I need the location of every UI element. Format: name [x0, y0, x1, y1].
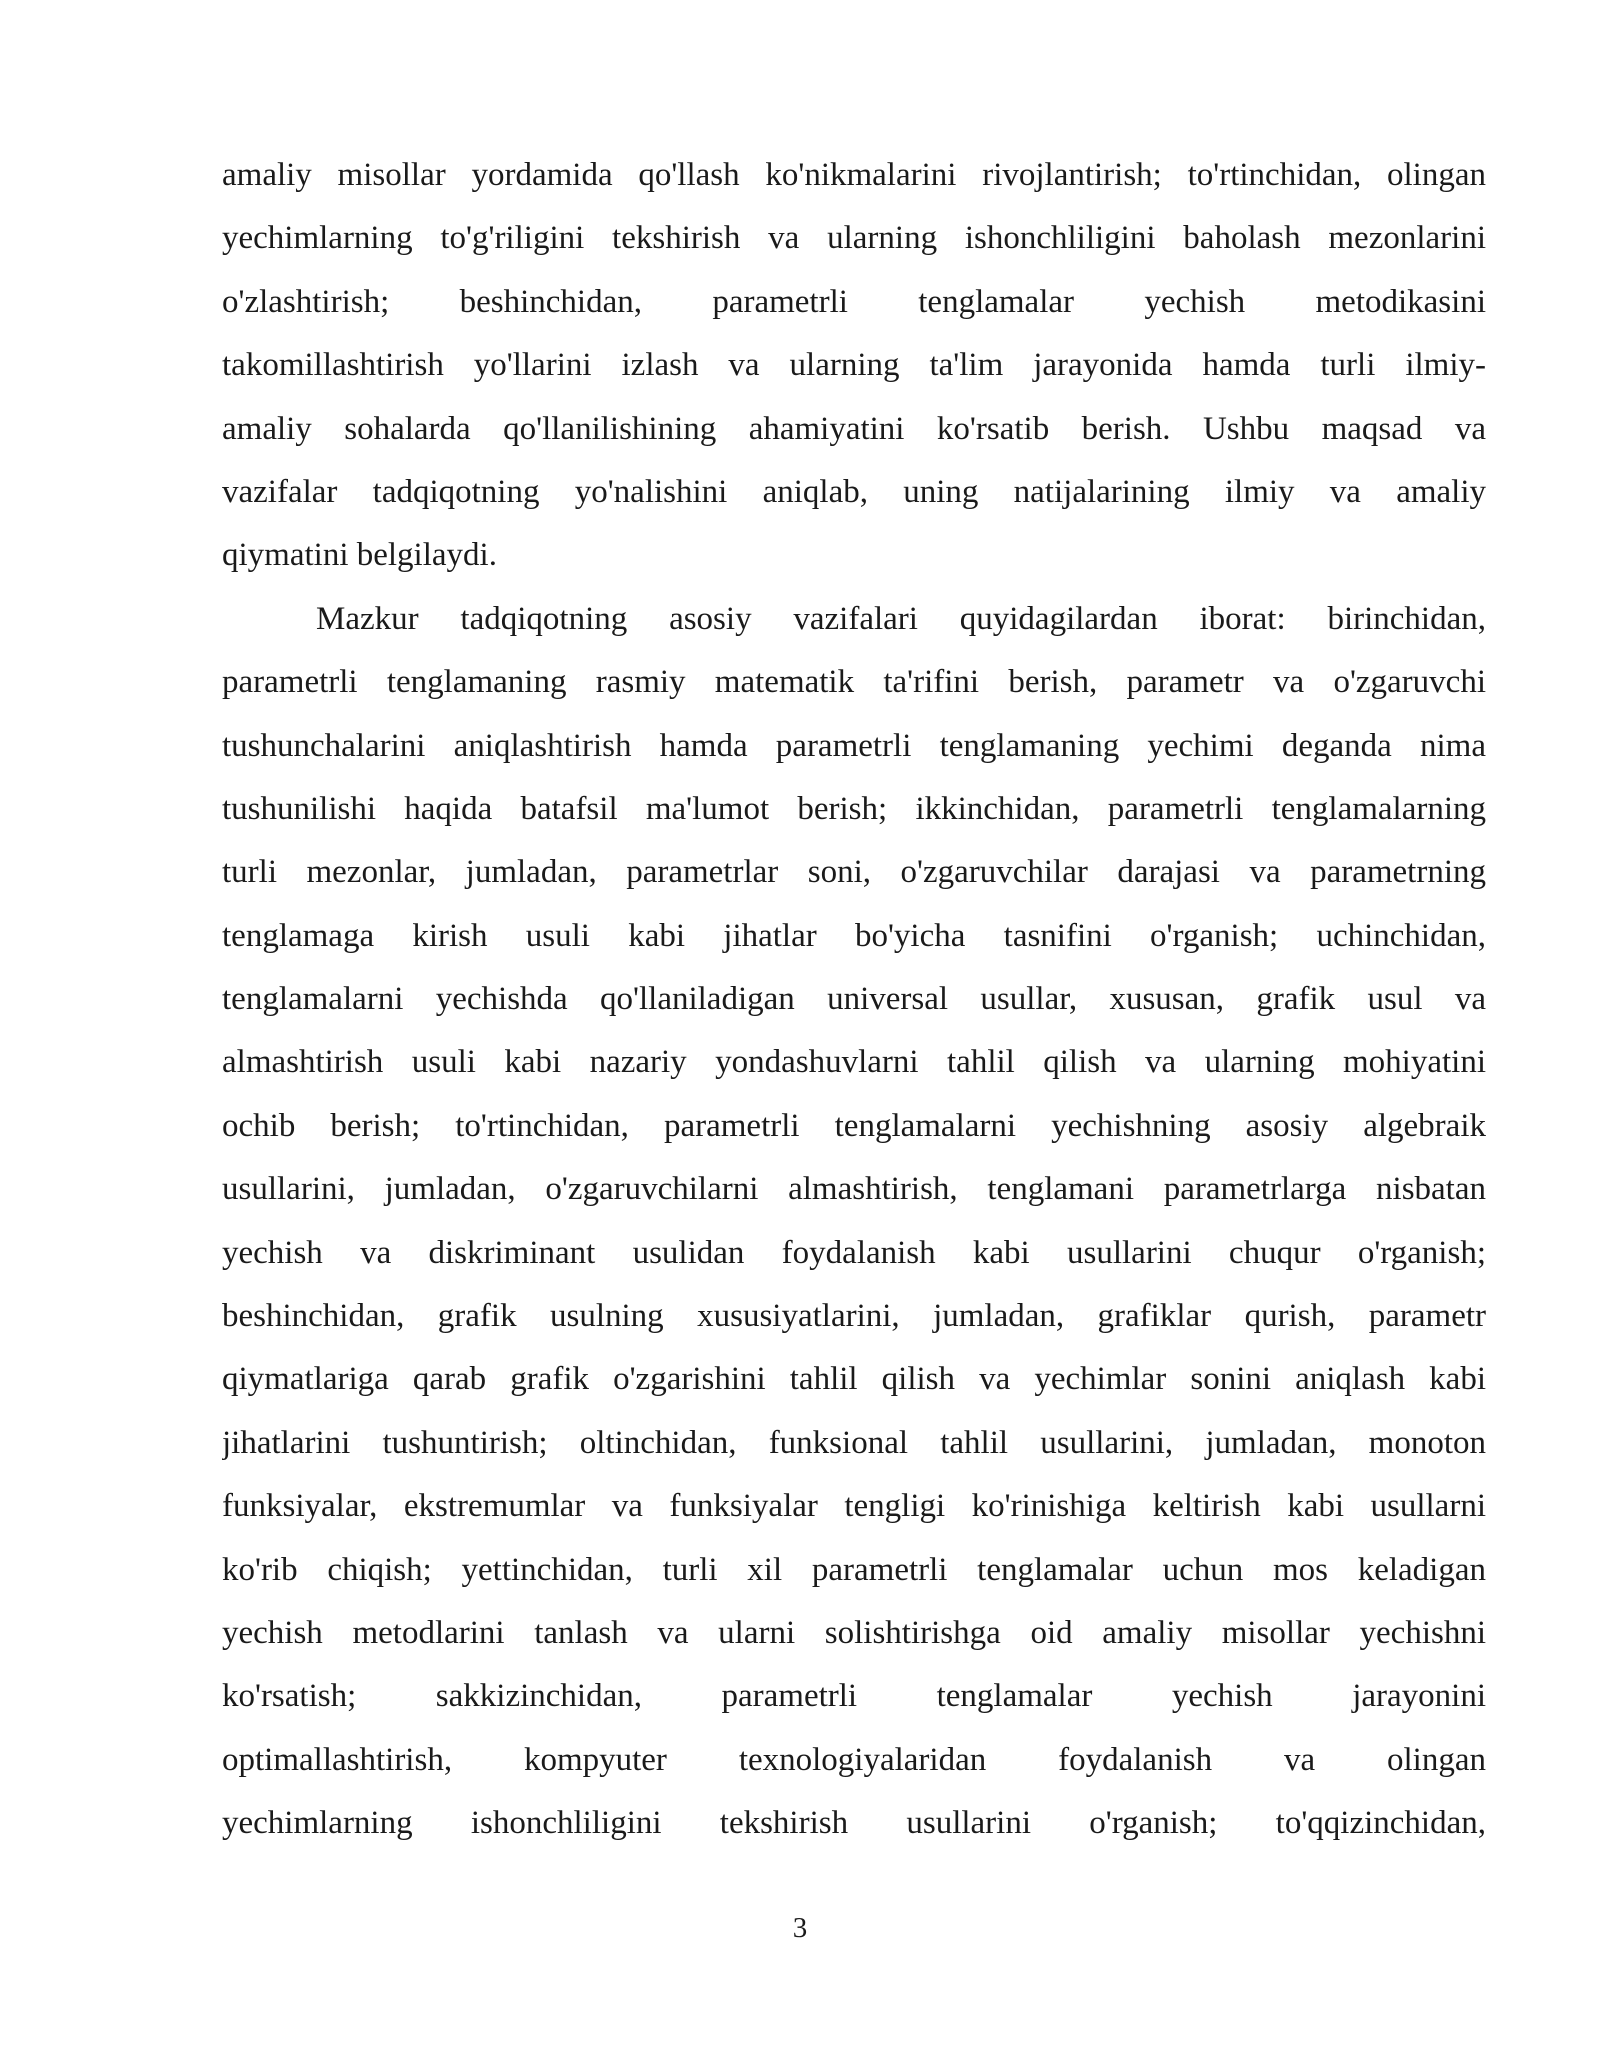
text-line: tenglamaga kirish usuli kabi jihatlar bo'yicha tasnifini o'rganish; uchinchidan, — [222, 917, 1486, 954]
text-line: amaliy misollar yordamida qo'llash ko'nikmalarini rivojlantirish; to'rtinchidan, olingan — [222, 157, 1486, 193]
paragraph-1 — [222, 144, 1486, 588]
text-line: vazifalar tadqiqotning yo'nalishini aniqlab, uning natijalarining ilmiy va amaliy — [222, 473, 1486, 510]
text-line: parametrli tenglamaning rasmiy matematik ta'rifini berish, parametr va o'zgaruvchi — [222, 664, 1486, 701]
text-line: funksiyalar, ekstremumlar va funksiyalar tengligi ko'rinishiga keltirish kabi usullarni — [222, 1488, 1486, 1525]
text-line: qiymatini belgilaydi. — [222, 537, 497, 574]
text-line: yechimlarning ishonchliligini tekshirish usullarini o'rganish; to'qqizinchidan, — [222, 1805, 1486, 1842]
text-line: tushunchalarini aniqlashtirish hamda parametrli tenglamaning yechimi deganda nima — [222, 727, 1486, 764]
text-line: jihatlarini tushuntirish; oltinchidan, funksional tahlil usullarini, jumladan, monoton — [222, 1424, 1486, 1461]
text-line: tushunilishi haqida batafsil ma'lumot berish; ikkinchidan, parametrli tenglamalarning — [222, 790, 1486, 827]
text-line: ko'rib chiqish; yettinchidan, turli xil parametrli tenglamalar uchun mos keladigan — [222, 1551, 1486, 1588]
text-line: tenglamalarni yechishda qo'llaniladigan universal usullar, xususan, grafik usul va — [222, 981, 1486, 1018]
text-line: yechimlarning to'g'riligini tekshirish va ularning ishonchliligini baholash mezonlarini — [222, 220, 1486, 257]
page-number: 3 — [792, 1912, 808, 1944]
text-line: usullarini, jumladan, o'zgaruvchilarni almashtirish, tenglamani parametrlarga nisbatan — [222, 1171, 1486, 1208]
text-line: qiymatlariga qarab grafik o'zgarishini tahlil qilish va yechimlar sonini aniqlash kabi — [222, 1361, 1486, 1398]
text-line: ochib berish; to'rtinchidan, parametrli tenglamalarni yechishning asosiy algebraik — [222, 1107, 1486, 1144]
text-line: optimallashtirish, kompyuter texnologiyalaridan foydalanish va olingan — [222, 1741, 1486, 1778]
text-line: almashtirish usuli kabi nazariy yondashuvlarni tahlil qilish va ularning mohiyatini — [222, 1044, 1486, 1081]
paragraph-2 — [222, 588, 1486, 1856]
text-line: turli mezonlar, jumladan, parametrlar soni, o'zgaruvchilar darajasi va parametrning — [222, 854, 1486, 891]
text-line: takomillashtirish yo'llarini izlash va ularning ta'lim jarayonida hamda turli ilmiy- — [222, 347, 1486, 384]
text-line: beshinchidan, grafik usulning xususiyatlarini, jumladan, grafiklar qurish, parametr — [222, 1298, 1486, 1335]
text-line: Mazkur tadqiqotning asosiy vazifalari quyidagilardan iborat: birinchidan, — [316, 600, 1486, 637]
text-line: yechish metodlarini tanlash va ularni solishtirishga oid amaliy misollar yechishni — [222, 1614, 1486, 1651]
text-line: amaliy sohalarda qo'llanilishining ahamiyatini ko'rsatib berish. Ushbu maqsad va — [222, 410, 1486, 447]
body-text — [222, 144, 1486, 1856]
text-line: o'zlashtirish; beshinchidan, parametrli tenglamalar yechish metodikasini — [222, 283, 1486, 320]
text-line: ko'rsatish; sakkizinchidan, parametrli tenglamalar yechish jarayonini — [222, 1678, 1486, 1715]
text-line: yechish va diskriminant usulidan foydalanish kabi usullarini chuqur o'rganish; — [222, 1234, 1486, 1271]
